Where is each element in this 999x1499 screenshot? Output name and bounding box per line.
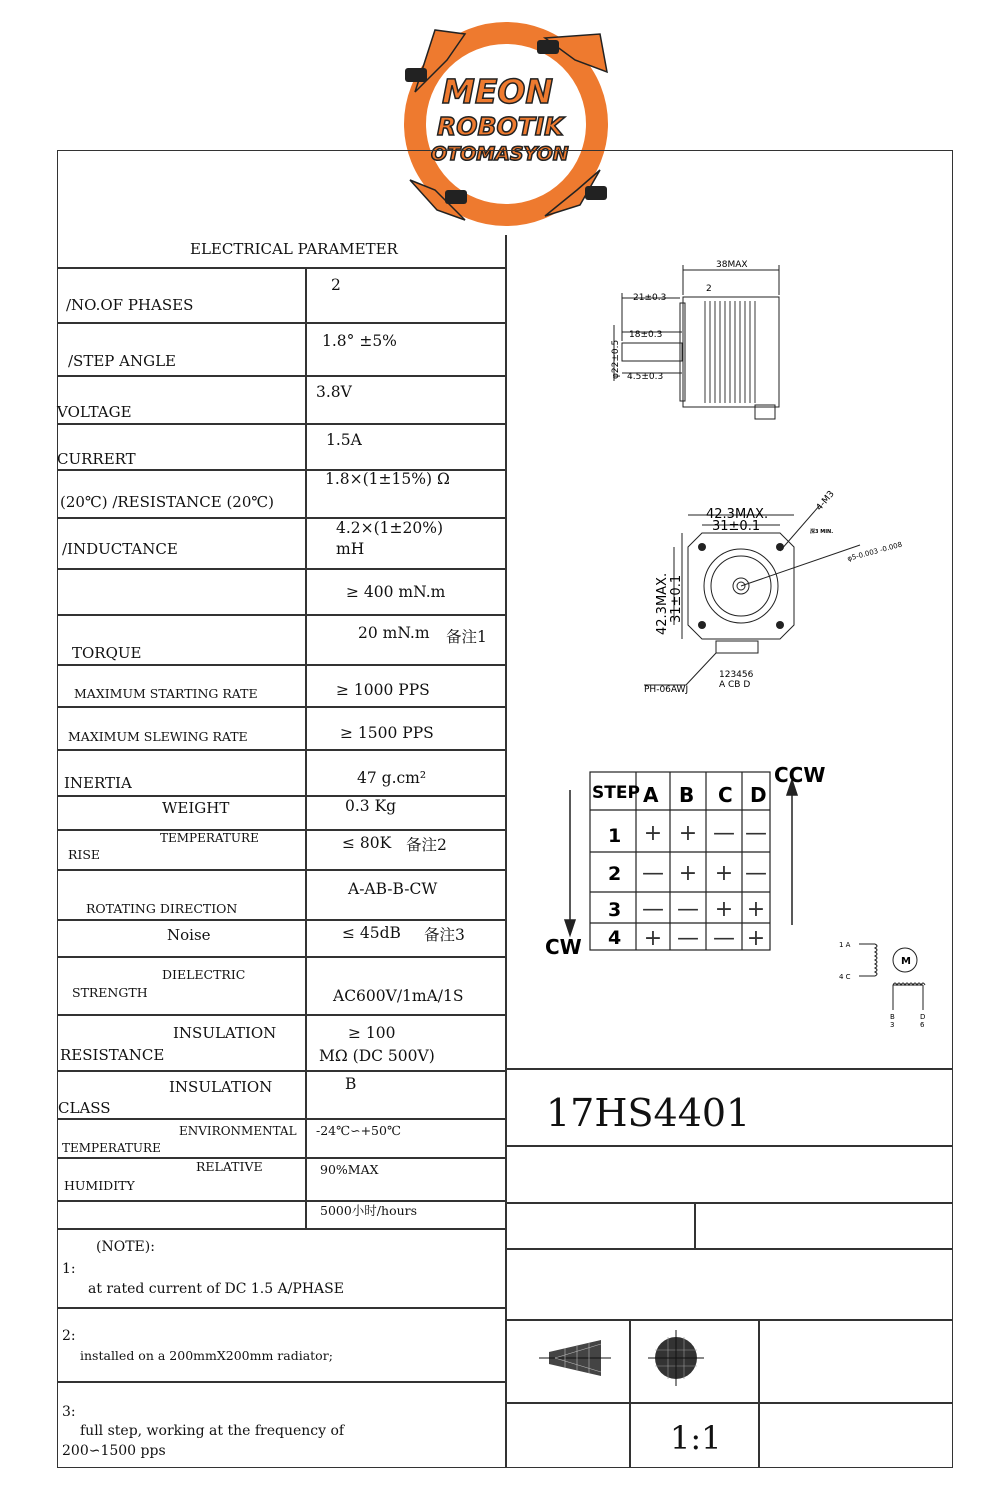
phase-cell: +	[714, 897, 734, 922]
dim-height-max: 42.3MAX.	[655, 572, 670, 635]
param-note: 备注2	[406, 836, 447, 854]
param-label: ROTATING DIRECTION	[86, 901, 238, 916]
param-value: ≥ 1500 PPS	[340, 724, 434, 742]
param-note: 备注1	[446, 628, 487, 646]
note-number: 1:	[62, 1261, 76, 1277]
param-label: CURRERT	[57, 450, 136, 468]
phase-cell: —	[677, 897, 699, 922]
param-value: ≥ 400 mN.m	[346, 583, 446, 601]
pin-numbers: 123456	[719, 670, 754, 680]
param-value: ≥ 100	[348, 1024, 396, 1042]
hole-depth: 深3 MIN.	[810, 529, 834, 535]
param-label-top: RELATIVE	[196, 1159, 263, 1174]
dim-38max: 38MAX	[716, 260, 748, 270]
connector-type: PH-06AWJ	[644, 685, 689, 695]
param-value: ≤ 80K	[342, 834, 392, 852]
param-label: MAXIMUM SLEWING RATE	[68, 729, 248, 744]
param-label-top: ENVIRONMENTAL	[179, 1124, 297, 1138]
step-number: 2	[608, 863, 622, 885]
model-number: 17HS4401	[546, 1091, 751, 1135]
param-label-top: INSULATION	[169, 1078, 273, 1096]
wire-d-label: D	[920, 1013, 926, 1021]
dim-2: 2	[706, 284, 712, 294]
phase-cell: —	[677, 926, 699, 951]
step-number: 4	[608, 927, 622, 949]
phase-cell: —	[713, 821, 735, 846]
note-text: 200∽1500 pps	[62, 1443, 166, 1459]
param-label: TEMPERATURE	[62, 1141, 161, 1155]
phase-cell: +	[746, 897, 766, 922]
dim-4-5: 4.5±0.3	[627, 372, 664, 382]
motor-front-view	[630, 485, 904, 700]
projection-circle-icon	[648, 1330, 704, 1386]
dim-18: 18±0.3	[629, 330, 663, 340]
note-number: 3:	[62, 1404, 76, 1420]
param-value: A-AB-B-CW	[348, 880, 438, 898]
step-number: 1	[608, 825, 622, 847]
note-text: installed on a 200mmX200mm radiator;	[80, 1348, 333, 1363]
note-text: full step, working at the frequency of	[80, 1423, 345, 1439]
param-value-unit: mH	[336, 540, 365, 558]
drawing-scale: 1:1	[670, 1419, 722, 1457]
param-label: /STEP ANGLE	[68, 352, 176, 370]
logo-line3: OTOMASYON	[431, 143, 569, 165]
param-value-unit: MΩ (DC 500V)	[319, 1047, 435, 1065]
param-label: MAXIMUM STARTING RATE	[74, 686, 258, 701]
phase-cell: —	[713, 926, 735, 951]
param-label: RESISTANCE	[60, 1046, 165, 1064]
phase-cell: +	[643, 926, 663, 951]
phase-cell: —	[642, 897, 664, 922]
param-value: 0.3 Kg	[345, 797, 397, 815]
param-value: ≥ 1000 PPS	[336, 681, 430, 699]
step-table	[540, 760, 840, 965]
dim-height-hole: 31±0.1	[669, 574, 684, 623]
hole-spec: 4-M3	[814, 489, 837, 513]
param-label-top: DIELECTRIC	[162, 967, 246, 982]
param-value: 3.8V	[316, 383, 352, 401]
motor-symbol: M	[901, 956, 911, 967]
table-title: ELECTRICAL PARAMETER	[190, 240, 398, 258]
param-label: CLASS	[58, 1099, 111, 1117]
notes-title: (NOTE):	[96, 1239, 155, 1255]
phase-cell: +	[643, 821, 663, 846]
motor-side-view	[600, 255, 800, 425]
param-label: RISE	[68, 847, 101, 862]
param-label: INERTIA	[64, 774, 132, 792]
phase-cell: —	[745, 861, 767, 886]
param-label: Noise	[167, 926, 211, 944]
shaft-spec: φ5-0.003 -0.008	[846, 540, 904, 563]
param-label: /NO.OF PHASES	[66, 296, 194, 314]
param-value: 4.2×(1±20%)	[336, 519, 444, 537]
param-value: 47 g.cm²	[357, 769, 427, 787]
note-text: at rated current of DC 1.5 A/PHASE	[88, 1281, 344, 1297]
header-a: A	[643, 783, 659, 807]
param-label: /INDUCTANCE	[62, 540, 178, 558]
param-value: ≤ 45dB	[342, 924, 401, 942]
header-d: D	[750, 783, 767, 807]
param-value: 1.8×(1±15%) Ω	[325, 470, 450, 488]
header-c: C	[718, 783, 733, 807]
phase-cell: +	[678, 861, 698, 886]
param-value: -24℃∽+50℃	[316, 1123, 401, 1138]
wire-pin-6: 6	[920, 1021, 925, 1029]
param-label: TORQUE	[72, 644, 142, 662]
param-value: AC600V/1mA/1S	[333, 987, 464, 1005]
param-value: 1.8° ±5%	[322, 332, 397, 350]
dim-21: 21±0.3	[633, 293, 667, 303]
param-value: 5000小时/hours	[320, 1203, 418, 1218]
phase-cell: —	[745, 821, 767, 846]
header-step: STEP	[592, 783, 640, 803]
param-value: 90%MAX	[320, 1162, 379, 1177]
step-number: 3	[608, 899, 622, 921]
param-label: (20℃) /RESISTANCE (20℃)	[60, 493, 275, 511]
param-note: 备注3	[424, 926, 465, 944]
param-label: HUMIDITY	[64, 1178, 135, 1193]
projection-cone-icon	[535, 1330, 615, 1386]
param-value: 2	[331, 276, 341, 294]
dim-shaft-dia: φ22±0.5	[611, 339, 621, 379]
param-value: B	[345, 1075, 357, 1093]
param-label-top: TEMPERATURE	[160, 831, 259, 845]
wire-pin-3: 3	[890, 1021, 895, 1029]
cw-label: CW	[545, 935, 582, 959]
wire-b-label: B	[890, 1013, 895, 1021]
param-label: STRENGTH	[72, 985, 148, 1000]
dim-width-hole: 31±0.1	[712, 519, 761, 534]
phase-cell: +	[746, 926, 766, 951]
wire-c-label: 4 C	[839, 973, 851, 981]
param-label-top: INSULATION	[173, 1024, 277, 1042]
wiring-diagram	[835, 935, 935, 1030]
dim-width-max: 42.3MAX.	[706, 507, 769, 522]
logo-line1: MEON	[442, 72, 554, 111]
wire-a-label: 1 A	[839, 941, 851, 949]
phase-cell: +	[714, 861, 734, 886]
param-label: VOLTAGE	[57, 403, 132, 421]
logo-line2: ROBOTIK	[437, 112, 564, 141]
param-value: 1.5A	[326, 431, 362, 449]
value-divider	[305, 268, 307, 1228]
column-divider	[505, 235, 507, 1468]
param-value: 20 mN.m	[358, 624, 430, 642]
header-b: B	[679, 783, 695, 807]
phase-cell: +	[678, 821, 698, 846]
param-label: WEIGHT	[162, 799, 230, 817]
phase-cell: —	[642, 861, 664, 886]
ccw-label: CCW	[774, 763, 826, 787]
pin-letters: A CB D	[719, 680, 751, 690]
note-number: 2:	[62, 1328, 76, 1344]
